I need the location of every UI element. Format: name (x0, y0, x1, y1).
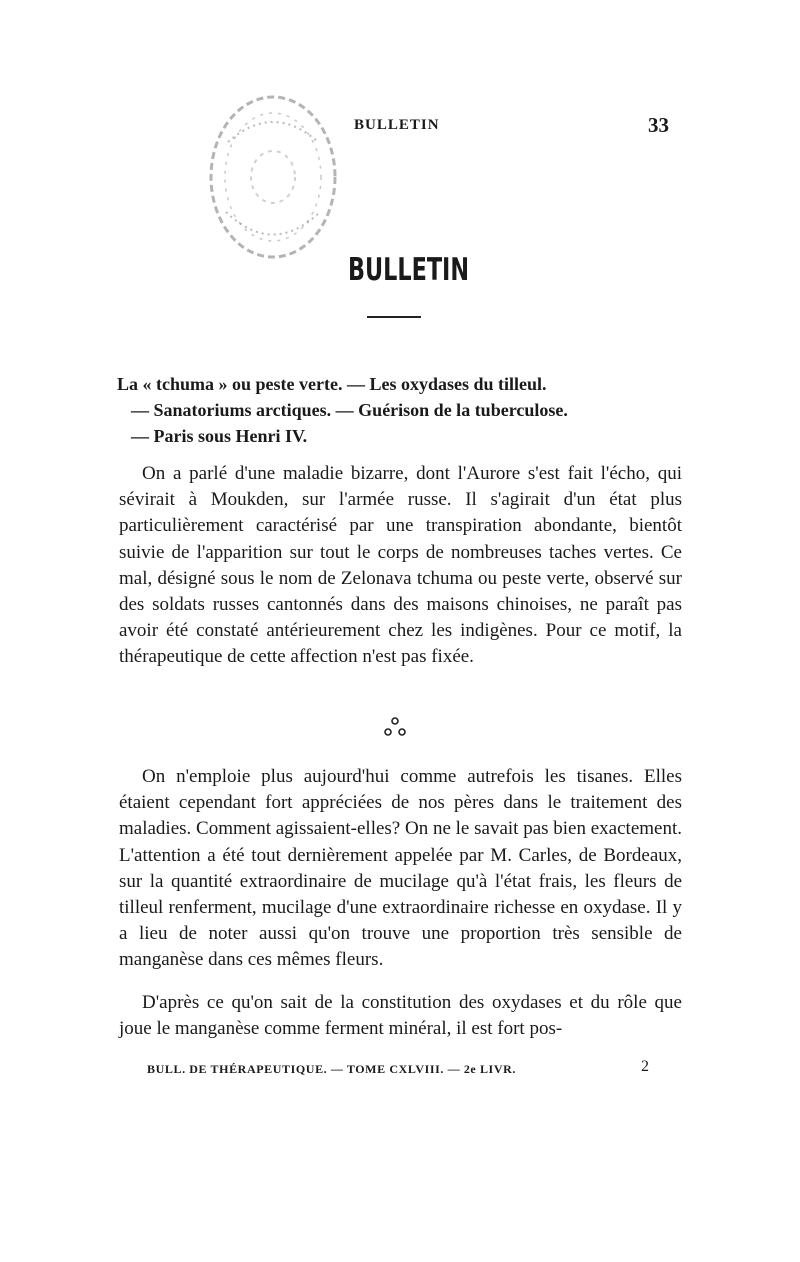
title-rule (367, 316, 421, 318)
body-paragraph-2: On n'emploie plus aujourd'hui comme autrefois les tisanes. Elles étaient cependant fort appréciées de nos pères dans le traitement des maladies. Comment agissaient-elles? On ne le savait pas bien exactement. L'attention a été tout dernièrement appelée par M. Carles, de Bordeaux, sur la quantité extraordinaire de mucilage qu'à l'état frais, les fleurs de tilleul renferment, mucilage d'une extraordinaire richesse en oxydase. Il y a lieu de noter aussi qu'on trouve une proportion très sensible de manganèse dans ces mêmes fleurs. (119, 766, 682, 971)
library-stamp (198, 82, 348, 272)
footer-signature-line: BULL. DE THÉRAPEUTIQUE. — TOME CXLVIII. — 2e LIVR. (147, 1062, 516, 1076)
running-head: BULLETIN (354, 117, 440, 133)
body-paragraph-1: On a parlé d'une maladie bizarre, dont l'Aurore s'est fait l'écho, qui sévirait à Moukden, sur l'armée russe. Il s'agirait d'un état plus particulièrement caractérisé par une transpiration abondante, bientôt suivie de l'apparition sur tout le corps de nombreuses taches vertes. Ce mal, désigné sous le nom de Zelonava tchuma ou peste verte, observé sur des soldats russes cantonnés dans des maisons chinoises, ne paraît pas avoir été constaté antérieurement chez les indigènes. Pour ce motif, la thérapeutique de cette affection n'est pas fixée. (119, 463, 682, 668)
signature-mark: 2 (641, 1058, 649, 1075)
section-title: BULLETIN (348, 252, 470, 288)
summary-line-3: — Paris sous Henri IV. (131, 426, 308, 446)
asterism-separator (380, 712, 410, 742)
summary-line-1: La « tchuma » ou peste verte. — Les oxydases du tilleul. (117, 374, 547, 394)
body-paragraph-3: D'après ce qu'on sait de la constitution des oxydases et du rôle que joue le manganèse comme ferment minéral, il est fort pos- (119, 992, 682, 1040)
summary-line-2: — Sanatoriums arctiques. — Guérison de la tuberculose. (131, 400, 568, 420)
page-number: 33 (648, 113, 669, 137)
